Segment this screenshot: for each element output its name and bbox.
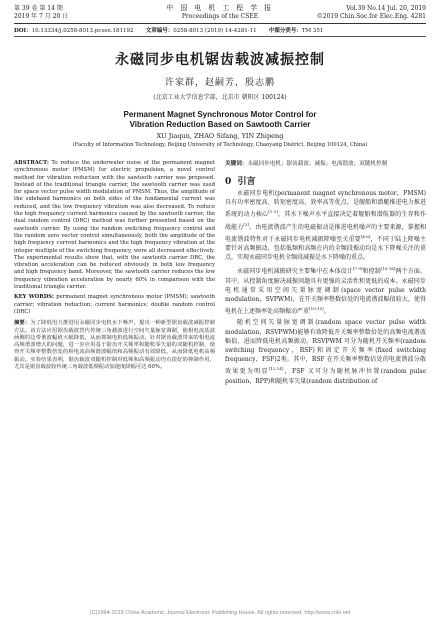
abstract-en: ABSTRACT: To reduce the underwater noise of the permanent magnet synchronous motor (PMSM) for electric propulsion, a novel control method for vibration reduction with the sawtooth carrier was proposed. Instead of the traditional triangle carrier, the sawtooth carrier was used for space vector pulse width modulation of PMSM. Thus, the amplitude of the sideband harmonics on both sides of the fundamental current was reduced, and the low frequency vibration was also decreased. To reduce the high frequency current harmonics caused by the sawtooth carrier, the dual random control (DRC) method was further presented based on the sawtooth carrier. By using the random switching frequency control and the random zero vector control simultaneously, both the amplitude of the high frequency current harmonics and the high frequency vibration at the integer multiple of the switching frequency, were all decreased effectively. The experimental results show that, with the sawtooth carrier DRC, the vibration acceleration can be reduced obviously in both low frequency and high frequency band. Moreover, the sawtooth carrier reduces the low frequency vibration acceleration by nearly 60% in comparison with the traditional triangle carrier.: [14, 160, 215, 291]
citation[interactable]: [4-6]: [360, 233, 371, 239]
keywords-en: KEY WORDS: permanent magnet synchronous motor (PMSM); sawtooth carrier; vibration reduction; current harmonics; double random control (DRC): [14, 294, 215, 315]
left-column: [14, 160, 215, 386]
doi-rule: [14, 36, 426, 37]
section-heading-intro: 0 引言: [225, 177, 256, 187]
body-columns: [14, 160, 426, 386]
citation[interactable]: [7-9]: [352, 266, 363, 272]
title-cn: 永磁同步电机锯齿载波减振控制: [115, 52, 325, 68]
affiliation-cn: (北京工业大学信息学部，北京市 朝阳区 100124): [153, 94, 287, 101]
right-column: [225, 160, 426, 386]
header-journal-name: 中 国 电 机 工 程 学 报 Proceedings of the CSEE: [166, 4, 274, 20]
paragraph: 随机空间矢量脉宽调制(random space vector pulse width modulation，RSVPWM)能够有效降低开关频率整数倍处的高频电流谐波幅值，进而降低电机高频振动。RSVPWM 可分为随机开关频率(random switching frequency，RSF)和固定开关频率(fixed switching frequency，FSF)2类。其中，RSF 在开关频率整数倍处的电流谐波分散效果更为明显[12,14]，FSF 又可分为随机脉冲位置(random pulse position，RPP)和随机零矢量(random distribution of: [225, 319, 426, 385]
citation[interactable]: [1-2]: [268, 209, 278, 215]
copyright-footer: (C)1994-2019 China Academic Journal Electronic Publishing House. All rights reserved. http://www.cnki.net: [89, 610, 351, 616]
authors-en: XU Jiaqun, ZHAO Sifang, YIN Zhipeng: [156, 132, 284, 140]
paragraph: 永磁同步电机(permanent magnet synchronous motor，PMSM)具有功率密度高、转矩密度高、效率高等优点，是舰船和潜艇推进电力推进系统的动力核心[1-2]，其水下噪声水平直接决定着舰船和潜航器的生存和作战能力[3]。由电流谐波产生的电磁振动是推进电机噪声的主要来源，掌握相电流谐波特性对于永磁同步电机减振降噪至关重要[4-6]，不同于陆上降噪主要针对高频振动，包括低频和高频在内的全频段振动均是水下降噪关注的重点，实现永磁同步电机全频段减振是水下降噪的重点。: [225, 190, 426, 262]
affiliation-en: (Faculty of Information Technology, Beijing University of Technology, Chaoyang District, Beijing 100124, China): [72, 142, 368, 148]
keywords-cn: 关键词：永磁同步电机；锯齿载波；减振；电流谐波；双随机控制: [225, 161, 388, 167]
header-volume: Vol.39 No.14 Jul. 20, 2019 ©2019 Chin.Soc.for Elec.Eng. 4281: [316, 5, 426, 20]
doi-line: DOI：10.13334/j.0258-8013.pcsee.181192 文章编号：0258-8013 (2019) 14-4281-11 中图分类号：TM 351: [14, 28, 324, 34]
title-en: Permanent Magnet Synchronous Motor Control for Vibration Reduction Based on Sawtooth Carrier: [123, 110, 317, 129]
authors-cn: 许家群，赵嗣芳，殷志鹏: [164, 78, 275, 88]
citation[interactable]: [12,14]: [268, 366, 284, 372]
paragraph: 永磁同步电机减振研究主要集中在本体设计[7-9]和控制[10-16]两个方面。其中，从控制角度解决减振问题具有更强的灵活性和更低的成本。永磁同步电机通常采用空间矢量脉宽调制(space vector pulse width modulation，SVPWM)，在开关频率整数倍处的电流谐波幅值较大，使得电机在上述频率处高频振动严重[10-15]。: [225, 266, 426, 316]
header-rule: [14, 23, 426, 24]
journal-header: [14, 0, 426, 20]
citation[interactable]: [10-15]: [309, 306, 324, 312]
citation[interactable]: [3]: [243, 221, 249, 227]
abstract-cn: 摘要：为了降低电力推进用永磁同步电机水下噪声，提出一种新型锯齿载波减振控制方法。该方法应用锯齿载波替代传统三角载波进行空间矢量脉宽调制，使相电流基波两侧的边带谐波幅值大幅降低，从而抑制电机低频振动。针对锯齿载波带来的相电流高频谐波增大的问题，进一步应用基于锯齿开关频率和随机零矢量的双随机控制，使得开关频率整数倍处的相电流高频谐波幅值和高频振动有效降低，从而降低电机高频振动。实验结果表明，锯齿载波双随机控制对低频和高频振动均有很好的抑制作用，尤其是锯齿载波较传统三角载波低频振动加速度降幅可达 60%。: [14, 320, 215, 371]
header-issue: 第 39 卷 第 14 期 2019 年 7 月 20 日: [14, 5, 69, 20]
citation[interactable]: [10-16]: [380, 266, 396, 272]
doi-link[interactable]: 10.13334/j.0258-8013.pcsee.181192: [31, 28, 134, 34]
